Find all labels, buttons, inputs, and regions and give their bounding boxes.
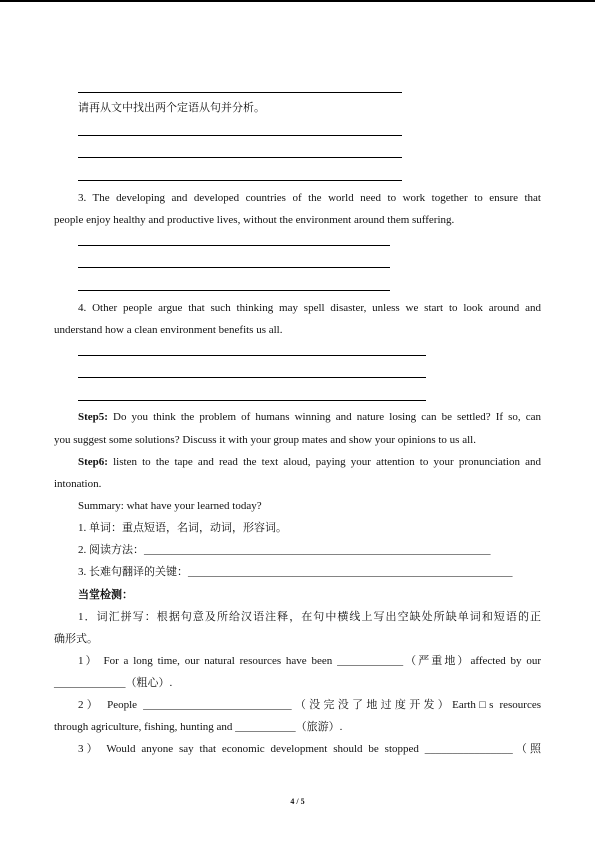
answer-line <box>78 267 390 268</box>
sentence2-line2: through agriculture, fishing, hunting and ___________（旅游）. <box>54 721 343 733</box>
page-number: 4 / 5 <box>290 797 305 806</box>
sentence1-line1: 1） For a long time, our natural resources have been ____________（严重地）affected by our <box>78 655 541 667</box>
summary-item-reading: 2. 阅读方法：_______________________________________________________________ <box>78 544 491 556</box>
step5-label: Step5: <box>78 411 108 423</box>
answer-line <box>78 157 402 158</box>
answer-line <box>78 355 426 356</box>
find-clauses-prompt: 请再从文中找出两个定语从句并分析。 <box>78 102 265 114</box>
answer-line <box>78 245 390 246</box>
step5-text: Do you think the problem of humans winning and nature losing can be settled? If so, can <box>107 411 541 423</box>
check-instruction-line2: 确形式。 <box>54 633 98 645</box>
summary-title: Summary: what have your learned today? <box>78 500 262 512</box>
check-heading: 当堂检测： <box>78 589 133 601</box>
summary-item-translation: 3. 长难句翻译的关键：___________________________________________________________ <box>78 566 513 578</box>
answer-line <box>78 290 390 291</box>
step5-line1 <box>78 410 541 424</box>
q4-line2: understand how a clean environment benefits us all. <box>54 324 283 336</box>
page-top-border <box>0 0 595 2</box>
step6-text: listen to the tape and read the text aloud, paying your attention to your pronunciation and <box>107 456 541 468</box>
answer-line <box>78 92 402 93</box>
summary-item-words: 1. 单词：重点短语，名词，动词，形容词。 <box>78 522 287 534</box>
step6-line2: intonation. <box>54 478 102 490</box>
step5-line2: you suggest some solutions? Discuss it with your group mates and show your opinions to us all. <box>54 434 476 446</box>
sentence3-line1: 3） Would anyone say that economic development should be stopped ________________（照 <box>78 743 541 755</box>
answer-line <box>78 135 402 136</box>
q3-line2: people enjoy healthy and productive lives, without the environment around them suffering. <box>54 214 455 226</box>
answer-line <box>78 180 402 181</box>
answer-line <box>78 377 426 378</box>
sentence2-line1: 2） People ___________________________（没完没了地过度开发）Earth□s resources <box>78 699 541 711</box>
q4-line1: 4. Other people argue that such thinking may spell disaster, unless we start to look around and <box>78 302 541 314</box>
answer-line <box>78 400 426 401</box>
sentence1-line2: _____________（粗心）. <box>54 677 173 689</box>
step6-label: Step6: <box>78 456 108 468</box>
check-instruction-line1: 1．词汇拼写：根据句意及所给汉语注释，在句中横线上写出空缺处所缺单词和短语的正 <box>78 611 541 623</box>
q3-line1: 3. The developing and developed countries of the world need to work together to ensure that <box>78 192 541 204</box>
step6-line1 <box>78 455 541 469</box>
